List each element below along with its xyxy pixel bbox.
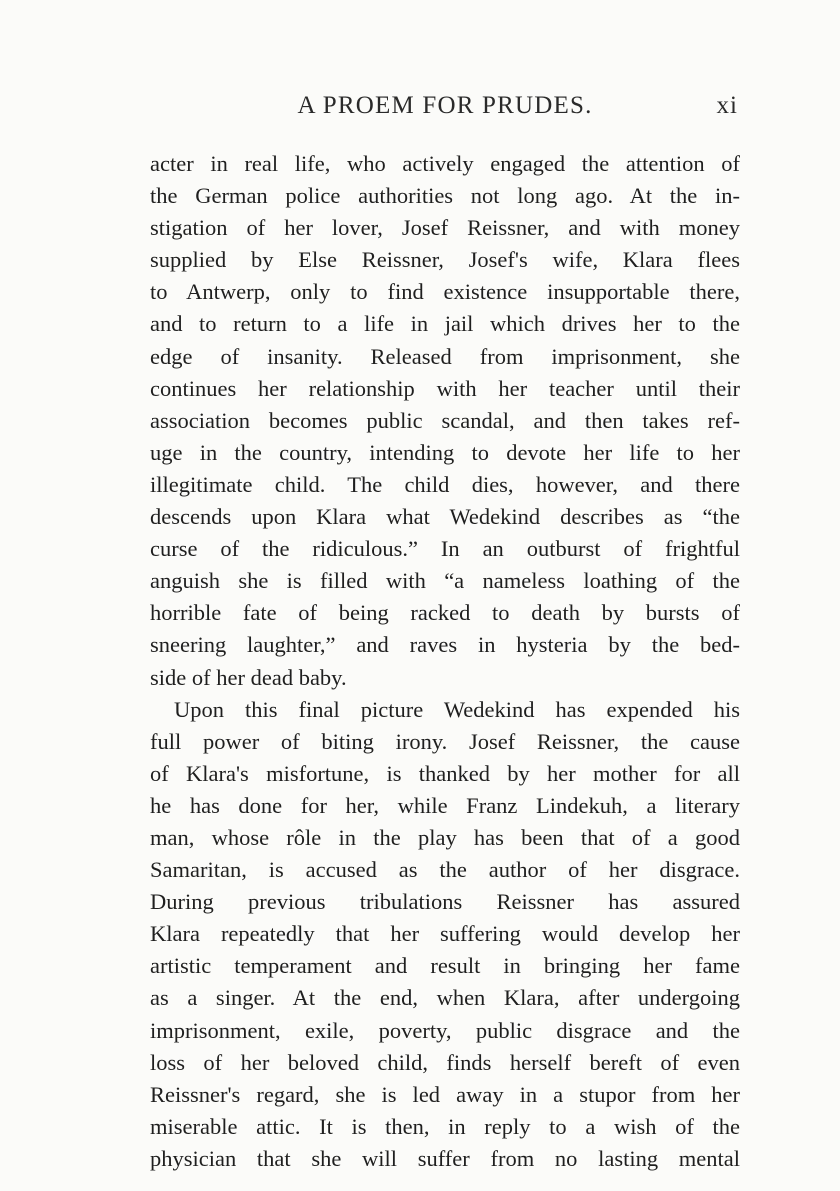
text-line: sneering laughter,” and raves in hysteria by the bed- [150,632,740,658]
paragraph-1 [150,148,740,694]
text-line: loss of her beloved child, finds herself bereft of even [150,1049,740,1075]
text-line: illegitimate child. The child dies, however, and there [150,471,740,497]
text-line: he has done for her, while Franz Lindekuh, a literary [150,792,740,818]
paragraph-2 [150,694,740,1175]
text-line: continues her relationship with her teacher until their [150,375,740,401]
text-line: anguish she is filled with “a nameless loathing of the [150,568,740,594]
text-line: Klara repeatedly that her suffering would develop her [150,921,740,947]
text-line: to Antwerp, only to find existence insupportable there, [150,279,740,305]
text-line: Samaritan, is accused as the author of her disgrace. [150,857,740,883]
text-line: stigation of her lover, Josef Reissner, and with money [150,215,740,241]
text-line: Reissner's regard, she is led away in a stupor from her [150,1081,740,1107]
page-number: xi [716,92,738,119]
text-line: full power of biting irony. Josef Reissner, the cause [150,728,740,754]
text-line: as a singer. At the end, when Klara, after undergoing [150,985,740,1011]
text-line: Upon this final picture Wedekind has expended his [174,696,740,722]
text-line: miserable attic. It is then, in reply to a wish of the [150,1113,740,1139]
text-line: During previous tribulations Reissner has assured [150,889,740,915]
text-line: man, whose rôle in the play has been that of a good [150,824,740,850]
text-line: side of her dead baby. [150,664,347,690]
text-line: of Klara's misfortune, is thanked by her mother for all [150,760,740,786]
text-line: imprisonment, exile, poverty, public disgrace and the [150,1017,740,1043]
text-line: physician that she will suffer from no lasting mental [150,1145,740,1171]
text-line: the German police authorities not long ago. At the in- [150,183,740,209]
text-line: edge of insanity. Released from imprisonment, she [150,343,740,369]
text-line: association becomes public scandal, and then takes ref- [150,407,740,433]
running-title: A PROEM FOR PRUDES. [297,92,593,119]
text-line: artistic temperament and result in bringing her fame [150,953,740,979]
text-line: curse of the ridiculous.” In an outburst of frightful [150,536,740,562]
text-line: horrible fate of being racked to death by bursts of [150,600,740,626]
text-line: acter in real life, who actively engaged the attention of [150,151,740,176]
text-line: uge in the country, intending to devote her life to her [150,439,740,465]
running-head [150,92,740,124]
body-text [150,148,740,1171]
text-line: descends upon Klara what Wedekind describes as “the [150,504,740,530]
text-line: supplied by Else Reissner, Josef's wife, Klara flees [150,247,740,273]
text-line: and to return to a life in jail which drives her to the [150,311,740,337]
